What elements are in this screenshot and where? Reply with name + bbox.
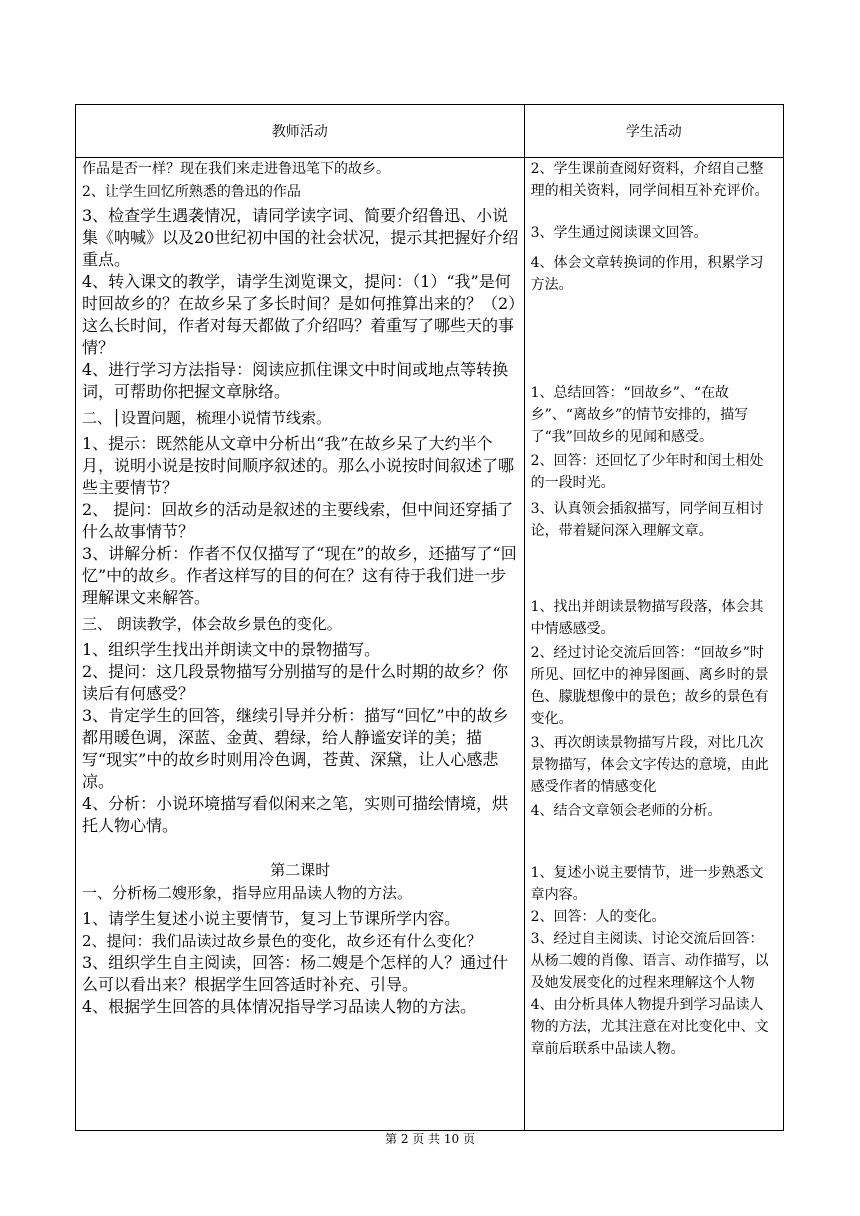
teacher-paragraph: 3、组织学生自主阅读，回答：杨二嫂是个怎样的人？通过什么可以看出来？根据学生回答适时补充、引导。 bbox=[82, 953, 509, 994]
teacher-paragraph: 作品是否一样？现在我们来走进鲁迅笔下的故乡。 bbox=[82, 161, 390, 177]
student-paragraph: 2、经过讨论交流后回答：“回故乡”时所见、回忆中的神异图画、离乡时的景色、朦胧想像中的景色；故乡的景色有变化。 bbox=[530, 645, 769, 727]
teacher-paragraph: 1、提示：既然能从文章中分析出“我”在故乡呆了大约半个月，说明小说是按时间顺序叙述的。那么小说按时间叙述了哪些主要情节？ bbox=[82, 434, 515, 497]
teacher-paragraph: 4、进行学习方法指导：阅读应抓住课文中时间或地点等转换词，可帮助你把握文章脉络。 bbox=[82, 360, 509, 401]
teacher-paragraph: 4、根据学生回答的具体情况指导学习品读人物的方法。 bbox=[82, 997, 477, 1016]
page-footer: 第 2 页 共 10 页 bbox=[385, 1132, 475, 1146]
teacher-paragraph: 2、让学生回忆所熟悉的鲁迅的作品 bbox=[82, 184, 301, 200]
section-heading: 三、 朗读教学，体会故乡景色的变化。 bbox=[82, 615, 342, 633]
teacher-paragraph: 1、组织学生找出并朗读文中的景物描写。 bbox=[82, 640, 381, 659]
teacher-activity-cell bbox=[76, 158, 525, 1131]
lesson-plan-table bbox=[75, 104, 784, 1131]
student-paragraph: 2、回答：还回忆了少年时和闰土相处的一段时光。 bbox=[530, 453, 764, 491]
section-heading: 二、│设置问题，梳理小说情节线索。 bbox=[82, 409, 332, 427]
table-body-row bbox=[76, 158, 784, 1131]
student-paragraph: 2、回答：人的变化。 bbox=[530, 909, 666, 925]
lesson-title: 第二课时 bbox=[270, 861, 331, 879]
student-paragraph: 4、结合文章领会老师的分析。 bbox=[530, 803, 722, 819]
header-student-activity: 学生活动 bbox=[524, 105, 783, 158]
student-paragraph: 2、学生课前查阅好资料，介绍自己整理的相关资料，同学间相互补充评价。 bbox=[530, 161, 769, 199]
teacher-paragraph: 3、检查学生遇袭情况，请同学读字词、简要介绍鲁迅、小说集《呐喊》以及20世纪初中国的社会状况，提示其把握好介绍重点。 bbox=[82, 206, 519, 269]
student-paragraph: 3、学生通过阅读课文回答。 bbox=[530, 225, 708, 241]
teacher-paragraph: 4、分析：小说环境描写看似闲来之笔，实则可描绘情境，烘托人物心情。 bbox=[82, 794, 509, 835]
teacher-paragraph: 4、转入课文的教学，请学生浏览课文，提问：（1）“我”是何时回故乡的？在故乡呆了多长时间？是如何推算出来的？（2）这么长时间，作者对每天都做了介绍吗？着重写了哪些天的事情？ bbox=[82, 272, 517, 357]
table-header-row bbox=[76, 105, 784, 158]
teacher-paragraph: 1、请学生复述小说主要情节，复习上节课所学内容。 bbox=[82, 909, 461, 928]
student-paragraph: 3、认真领会插叙描写，同学间互相讨论，带着疑问深入理解文章。 bbox=[530, 501, 764, 539]
student-paragraph: 3、经过自主阅读、讨论交流后回答：从杨二嫂的肖像、语言、动作描写，以及她发展变化的过程来理解这个人物 bbox=[530, 931, 769, 991]
teacher-paragraph: 2、提问：这几段景物描写分别描写的是什么时期的故乡？你读后有何感受？ bbox=[82, 662, 509, 703]
teacher-paragraph: 2、 提问：回故乡的活动是叙述的主要线索，但中间还穿插了什么故事情节？ bbox=[82, 500, 514, 541]
teacher-paragraph: 3、肯定学生的回答，继续引导并分析：描写“回忆”中的故乡都用暖色调，深蓝、金黄、碧绿，给人静谧安详的美；描写“现实”中的故乡时则用冷色调，苍黄、深黛，让人心感悲凉。 bbox=[82, 706, 509, 791]
student-paragraph: 1、复述小说主要情节，进一步熟悉文章内容。 bbox=[530, 865, 764, 903]
teacher-paragraph: 2、提问：我们品读过故乡景色的变化，故乡还有什么变化？ bbox=[82, 932, 482, 950]
header-teacher-activity: 教师活动 bbox=[76, 105, 525, 158]
teacher-paragraph: 3、讲解分析：作者不仅仅描写了“现在”的故乡，还描写了“回忆”中的故乡。作者这样写的目的何在？这有待于我们进一步理解课文来解答。 bbox=[82, 544, 517, 607]
student-activity-cell bbox=[524, 158, 783, 1131]
student-paragraph: 1、找出并朗读景物描写段落，体会其中情感感受。 bbox=[530, 599, 764, 637]
section-heading: 一、分析杨二嫂形象，指导应用品读人物的方法。 bbox=[82, 884, 413, 902]
student-paragraph: 4、由分析具体人物提升到学习品读人物的方法，尤其注意在对比变化中、文章前后联系中品读人物。 bbox=[530, 997, 769, 1057]
student-paragraph: 1、总结回答：“回故乡”、“在故乡”、“离故乡”的情节安排的，描写了“我”回故乡的见闻和感受。 bbox=[530, 385, 749, 445]
student-paragraph: 4、体会文章转换词的作用，积累学习方法。 bbox=[530, 255, 764, 293]
student-paragraph: 3、再次朗读景物描写片段，对比几次景物描写，体会文字传达的意境，由此感受作者的情感变化 bbox=[530, 735, 769, 795]
